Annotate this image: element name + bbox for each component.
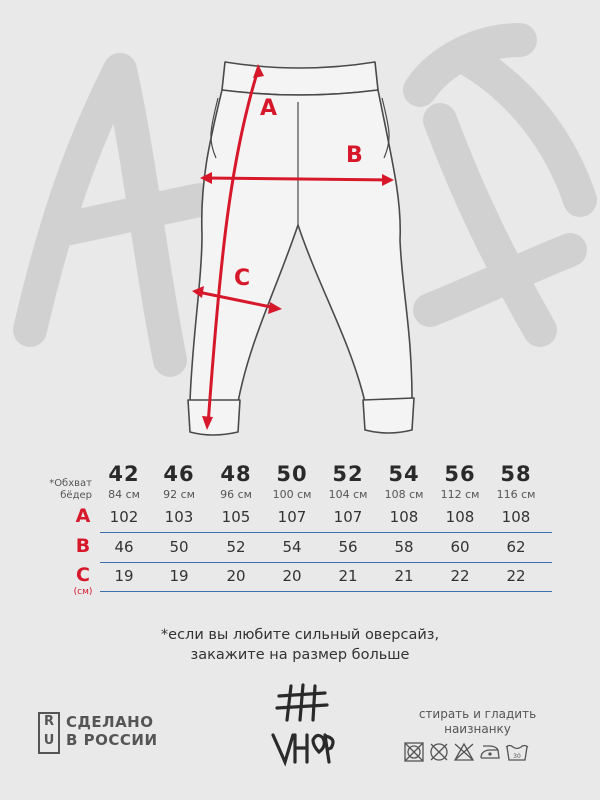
- size-label: 46: [163, 462, 195, 486]
- row-letter-a: A: [75, 505, 91, 527]
- measure-row-a: [0, 505, 600, 533]
- row-letter-c: C: [76, 564, 90, 586]
- table-cell: 103: [164, 508, 194, 526]
- table-cell: 107: [333, 508, 363, 526]
- hip-value: 96 см: [220, 488, 252, 501]
- made-in-russia-badge: R U СДЕЛАНО В РОССИИ: [38, 712, 198, 752]
- oversize-note: *если вы любите сильный оверсайз, закажите на размер больше: [160, 627, 440, 663]
- table-cell: 21: [394, 567, 414, 585]
- table-cell: 19: [169, 567, 189, 585]
- hip-value: 108 см: [384, 488, 424, 501]
- row-divider: [100, 591, 552, 592]
- table-cell: 108: [501, 508, 531, 526]
- table-cell: 21: [338, 567, 358, 585]
- table-cell: 50: [169, 538, 189, 556]
- table-cell: 108: [389, 508, 419, 526]
- table-cell: 62: [506, 538, 526, 556]
- no-dry-clean-icon: [431, 744, 447, 760]
- no-tumble-dry-icon: [405, 743, 423, 761]
- table-cell: 58: [394, 538, 414, 556]
- size-label: 50: [276, 462, 308, 486]
- table-cell: 60: [450, 538, 470, 556]
- care-icons: [403, 741, 553, 763]
- hip-value: 92 см: [163, 488, 195, 501]
- row-divider: [100, 532, 552, 533]
- size-label: 58: [500, 462, 532, 486]
- hip-value: 112 см: [440, 488, 480, 501]
- made-in-russia-logo: R U: [38, 712, 60, 754]
- iron-low-icon: [481, 746, 499, 758]
- table-cell: 107: [277, 508, 307, 526]
- table-cell: 56: [338, 538, 358, 556]
- hip-value: 84 см: [108, 488, 140, 501]
- table-cell: 20: [226, 567, 246, 585]
- table-cell: 19: [114, 567, 134, 585]
- size-label: 42: [108, 462, 140, 486]
- pants-outline: [188, 62, 414, 435]
- wash-temp-label: 30: [513, 753, 521, 760]
- row-letter-b: B: [75, 535, 91, 557]
- table-cell: 20: [282, 567, 302, 585]
- table-cell: 22: [506, 567, 526, 585]
- table-cell: 108: [445, 508, 475, 526]
- hip-value: 116 см: [496, 488, 536, 501]
- table-cell: 54: [282, 538, 302, 556]
- size-label: 48: [220, 462, 252, 486]
- size-label: 56: [444, 462, 476, 486]
- measure-b-line: [206, 178, 388, 180]
- brand-logo: [265, 680, 340, 775]
- measure-c-label: C: [234, 266, 251, 291]
- pants-diagram: [150, 40, 450, 440]
- row-divider: [100, 562, 552, 563]
- hip-value: 100 см: [272, 488, 312, 501]
- size-label: 54: [388, 462, 420, 486]
- table-cell: 105: [221, 508, 251, 526]
- hip-girth-row: [0, 488, 600, 502]
- table-cell: 102: [109, 508, 139, 526]
- measure-b-label: B: [346, 143, 363, 168]
- measure-a-label: A: [260, 96, 278, 121]
- care-instructions: стирать и гладить наизнанку 30: [395, 707, 560, 737]
- hip-value: 104 см: [328, 488, 368, 501]
- unit-label: (см): [73, 587, 93, 597]
- table-cell: 22: [450, 567, 470, 585]
- table-cell: 46: [114, 538, 134, 556]
- no-bleach-icon: [455, 744, 473, 760]
- table-cell: 52: [226, 538, 246, 556]
- size-label: 52: [332, 462, 364, 486]
- hip-girth-label: *Обхват бёдер: [49, 478, 92, 501]
- measure-row-b: [0, 535, 600, 563]
